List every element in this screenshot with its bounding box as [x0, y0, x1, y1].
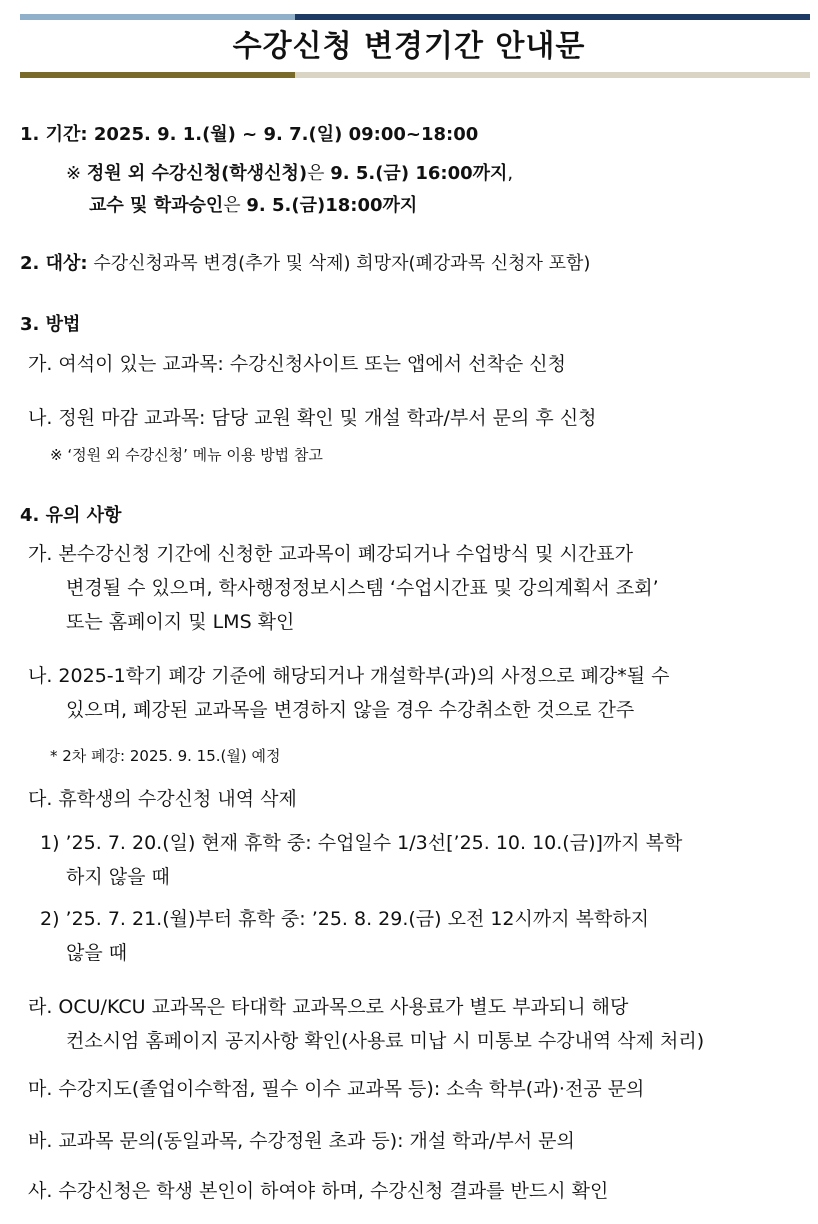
method-heading: 3. 방법	[20, 314, 81, 335]
title-bottom-rule	[20, 72, 810, 78]
notice-ra-1: 라. OCU/KCU 교과목은 타대학 교과목으로 사용료가 별도 부과되니 해당	[28, 996, 629, 1018]
note1-end: ,	[507, 163, 514, 184]
notice-na-1: 나. 2025-1학기 폐강 기준에 해당되거나 개설학부(과)의 사정으로 폐강*될 수	[28, 665, 670, 687]
note1-mid: 은	[307, 163, 331, 184]
target-text: 수강신청과목 변경(추가 및 삭제) 희망자(폐강과목 신청자 포함)	[87, 253, 591, 274]
note1-bold: 정원 외 수강신청(학생신청)	[86, 163, 308, 184]
target-line	[20, 251, 590, 277]
period-note-2	[89, 193, 417, 219]
notice-sa: 사. 수강신청은 학생 본인이 하여야 하며, 수강신청 결과를 반드시 확인	[28, 1180, 609, 1202]
notice-da-2a: 2) ’25. 7. 21.(월)부터 휴학 중: ’25. 8. 29.(금) 오전 12시까지 복학하지	[40, 908, 650, 930]
notice-da-1b: 하지 않을 때	[66, 866, 170, 888]
notice-ga-3: 또는 홈페이지 및 LMS 확인	[66, 611, 295, 633]
notice-na-2: 있으며, 폐강된 교과목을 변경하지 않을 경우 수강취소한 것으로 간주	[66, 699, 635, 721]
period-note-1	[66, 161, 513, 187]
notice-ba: 바. 교과목 문의(동일과목, 수강정원 초과 등): 개설 학과/부서 문의	[28, 1130, 575, 1152]
notice-ra-2: 컨소시엄 홈페이지 공지사항 확인(사용료 미납 시 미통보 수강내역 삭제 처리)	[66, 1030, 705, 1052]
note2-mid: 은	[223, 195, 247, 216]
page-title: 수강신청 변경기간 안내문	[232, 29, 586, 64]
title-top-rule	[20, 14, 810, 20]
note2-date: 9. 5.(금)18:00까지	[246, 195, 418, 216]
notice-ga-1: 가. 본수강신청 기간에 신청한 교과목이 폐강되거나 수업방식 및 시간표가	[28, 543, 633, 565]
notice-da-2b: 않을 때	[66, 942, 128, 964]
method-ga: 가. 여석이 있는 교과목: 수강신청사이트 또는 앱에서 선착순 신청	[28, 353, 566, 375]
target-label: 2. 대상:	[20, 253, 88, 274]
period-heading: 1. 기간: 2025. 9. 1.(월) ~ 9. 7.(일) 09:00~18:00	[20, 124, 479, 145]
notice-da: 다. 휴학생의 수강신청 내역 삭제	[28, 788, 297, 810]
notice-heading: 4. 유의 사항	[20, 505, 122, 526]
note1-date: 9. 5.(금) 16:00까지	[330, 163, 508, 184]
method-note: ※ ‘정원 외 수강신청’ 메뉴 이용 방법 참고	[50, 446, 323, 464]
note-mark: ※	[66, 163, 82, 184]
notice-da-1a: 1) ’25. 7. 20.(일) 현재 휴학 중: 수업일수 1/3선[’25. 10. 10.(금)]까지 복학	[40, 832, 683, 854]
method-na: 나. 정원 마감 교과목: 담당 교원 확인 및 개설 학과/부서 문의 후 신청	[28, 407, 597, 429]
note2-bold: 교수 및 학과승인	[89, 195, 224, 216]
notice-ga-2: 변경될 수 있으며, 학사행정정보시스템 ‘수업시간표 및 강의계획서 조회’	[66, 577, 659, 599]
notice-na-note: * 2차 폐강: 2025. 9. 15.(월) 예정	[50, 747, 281, 765]
notice-ma: 마. 수강지도(졸업이수학점, 필수 이수 교과목 등): 소속 학부(과)·전공 문의	[28, 1078, 645, 1100]
